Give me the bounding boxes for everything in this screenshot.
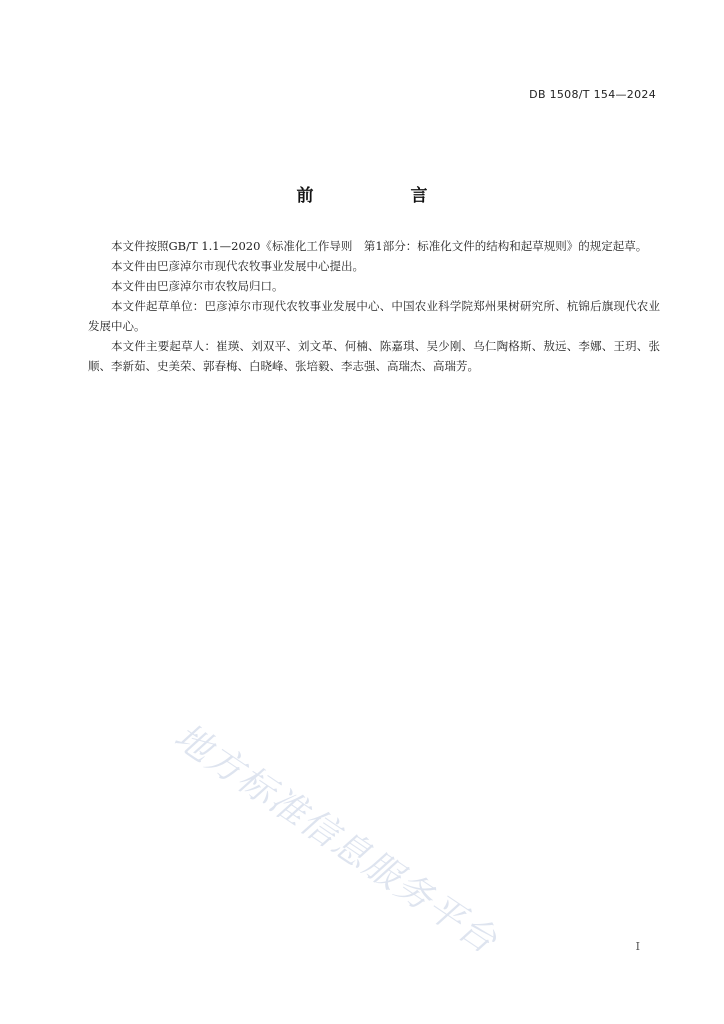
- paragraph-drafters: 本文件主要起草人：崔瑛、刘双平、刘文革、何楠、陈嘉琪、吴少刚、乌仁陶格斯、敖远、李娜、王玥、张顺、李新茹、史美荣、郭春梅、白晓峰、张培毅、李志强、高瑞杰、高瑞芳。: [88, 339, 660, 373]
- paragraph-drafting-rules: 本文件按照GB/T 1.1—2020《标准化工作导则 第1部分：标准化文件的结构和起草规则》的规定起草。: [111, 239, 648, 253]
- paragraph-drafting-units: 本文件起草单位：巴彦淖尔市现代农牧事业发展中心、中国农业科学院郑州果树研究所、杭锦后旗现代农业发展中心。: [88, 299, 660, 333]
- document-code: DB 1508/T 154—2024: [529, 88, 656, 101]
- page-number: I: [635, 940, 640, 953]
- paragraph-proposer: 本文件由巴彦淖尔市现代农牧事业发展中心提出。: [111, 259, 364, 273]
- watermark: 地方标准信息服务平台: [166, 715, 505, 963]
- preface-body: [88, 236, 660, 376]
- page-title: 前 言: [296, 186, 468, 206]
- paragraph-administrator: 本文件由巴彦淖尔市农牧局归口。: [111, 279, 284, 293]
